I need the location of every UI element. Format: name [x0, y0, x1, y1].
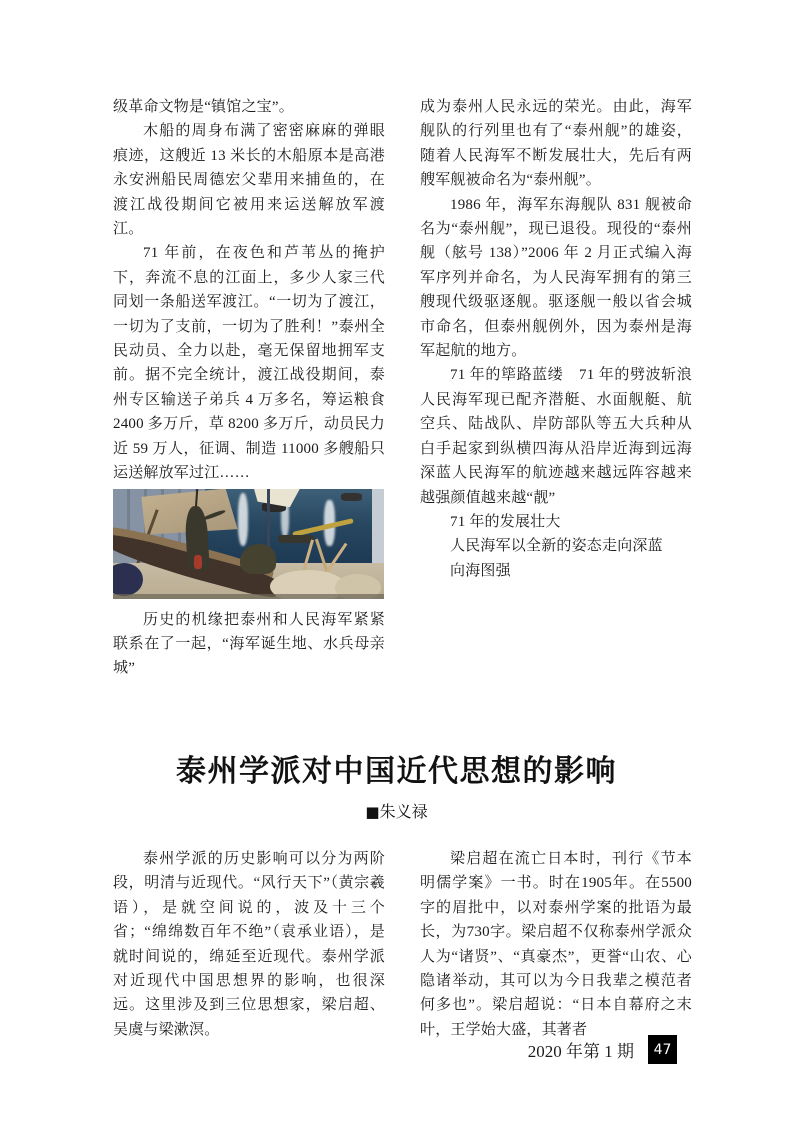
photo-red-object — [194, 555, 202, 569]
article-title: 泰州学派对中国近代思想的影响 — [176, 754, 617, 789]
paragraph: 级革命文物是“镇馆之宝”。 — [113, 99, 294, 115]
photo-machine-gun-body — [278, 535, 313, 544]
paragraph: 向海图强 — [450, 562, 511, 579]
page-footer — [0, 1035, 677, 1064]
museum-diorama-photo — [113, 489, 384, 599]
bottom-article-right-column — [420, 847, 692, 1042]
paragraph: 71 年前，在夜色和芦苇丛的掩护下，奔流不息的江面上，多少人家三代同划一条船送军渡江。“一切为了渡江，一切为了支前，一切为了胜利！”泰州全民动员、全力以赴，毫无保留地拥军支前。据不完全统计，渡江战役期间，泰州专区输送子弟兵 4 万多名，筹运粮食 2400 多万斤，草 8200 多万斤，动员民力近 59 万人，征调、制造 11000 多艘船只运送解放军过江…… — [113, 245, 385, 482]
top-article-left-column — [113, 95, 385, 681]
top-article-right-column — [420, 95, 692, 583]
paragraph: 木船的周身布满了密密麻麻的弹眼痕迹，这艘近 13 米长的木船原本是高港永安洲船民周德宏父辈用来捕鱼的，在渡江战役期间它被用来运送解放军渡江。 — [113, 123, 385, 238]
paragraph: 1986 年，海军东海舰队 831 舰被命名为“泰州舰”，现已退役。现役的“泰州舰（舷号 138）”2006 年 2 月正式编入海军序列并命名，为人民海军拥有的第三艘现代级驱逐舰。驱逐舰一般以省会城市命名，但泰州舰例外，因为泰州是海军起航的地方。 — [420, 196, 692, 360]
paragraph: 成为泰州人民永远的荣光。由此，海军舰队的行列里也有了“泰州舰”的雄姿，随着人民海军不断发展壮大，先后有两艘军舰被命名为“泰州舰”。 — [420, 99, 692, 189]
author-name: 朱义禄 — [379, 802, 428, 821]
photo-painted-boat — [341, 493, 363, 501]
issue-label: 2020 年第 1 期 — [527, 1042, 634, 1061]
page-number-badge: 47 — [648, 1035, 677, 1064]
photo-crouching-statue — [240, 544, 275, 575]
paragraph: 泰州学派的历史影响可以分为两阶段，明清与近现代。“风行天下”（黄宗羲语），是就空间说的，波及十三个省；“绵绵数百年不绝”（袁承业语），是就时间说的，绵延至近现代。泰州学派对近现代中国思想界的影响，也很深远。这里涉及到三位思想家，梁启超、吴虞与梁漱溟。 — [113, 851, 385, 1038]
photo-caption: 历史的机缘把泰州和人民海军紧紧联系在了一起，“海军诞生地、水兵母亲城” — [113, 611, 385, 677]
article-author — [0, 799, 793, 822]
paragraph: 71 年的筚路蓝缕 71 年的劈波斩浪人民海军现已配齐潜艇、水面舰艇、航空兵、陆战队、岸防部队等五大兵种从白手起家到纵横四海从沿岸近海到远海深蓝人民海军的航迹越来越远阵容越来越强颜值越来越“靓” — [420, 367, 692, 506]
photo-bottom-shadow — [113, 594, 384, 598]
paragraph: 71 年的发展壮大 — [450, 513, 561, 530]
paragraph: 人民海军以全新的姿态走向深蓝 — [450, 538, 663, 555]
photo-water-splash — [238, 493, 249, 546]
author-square-marker-icon: ■ — [365, 803, 380, 821]
paragraph: 梁启超在流亡日本时，刊行《节本明儒学案》一书。时在1905年。在5500字的眉批中，以对泰州学案的批语为最长，为730字。梁启超不仅称泰州学派众人为“诸贤”、“真豪杰”，更誉“山农、心隐诸举动，其可以为今日我辈之模范者何多也”。梁启超说：“日本自幕府之末叶，王学始大盛，其著者 — [420, 851, 692, 1038]
bottom-article-left-column — [113, 847, 385, 1042]
